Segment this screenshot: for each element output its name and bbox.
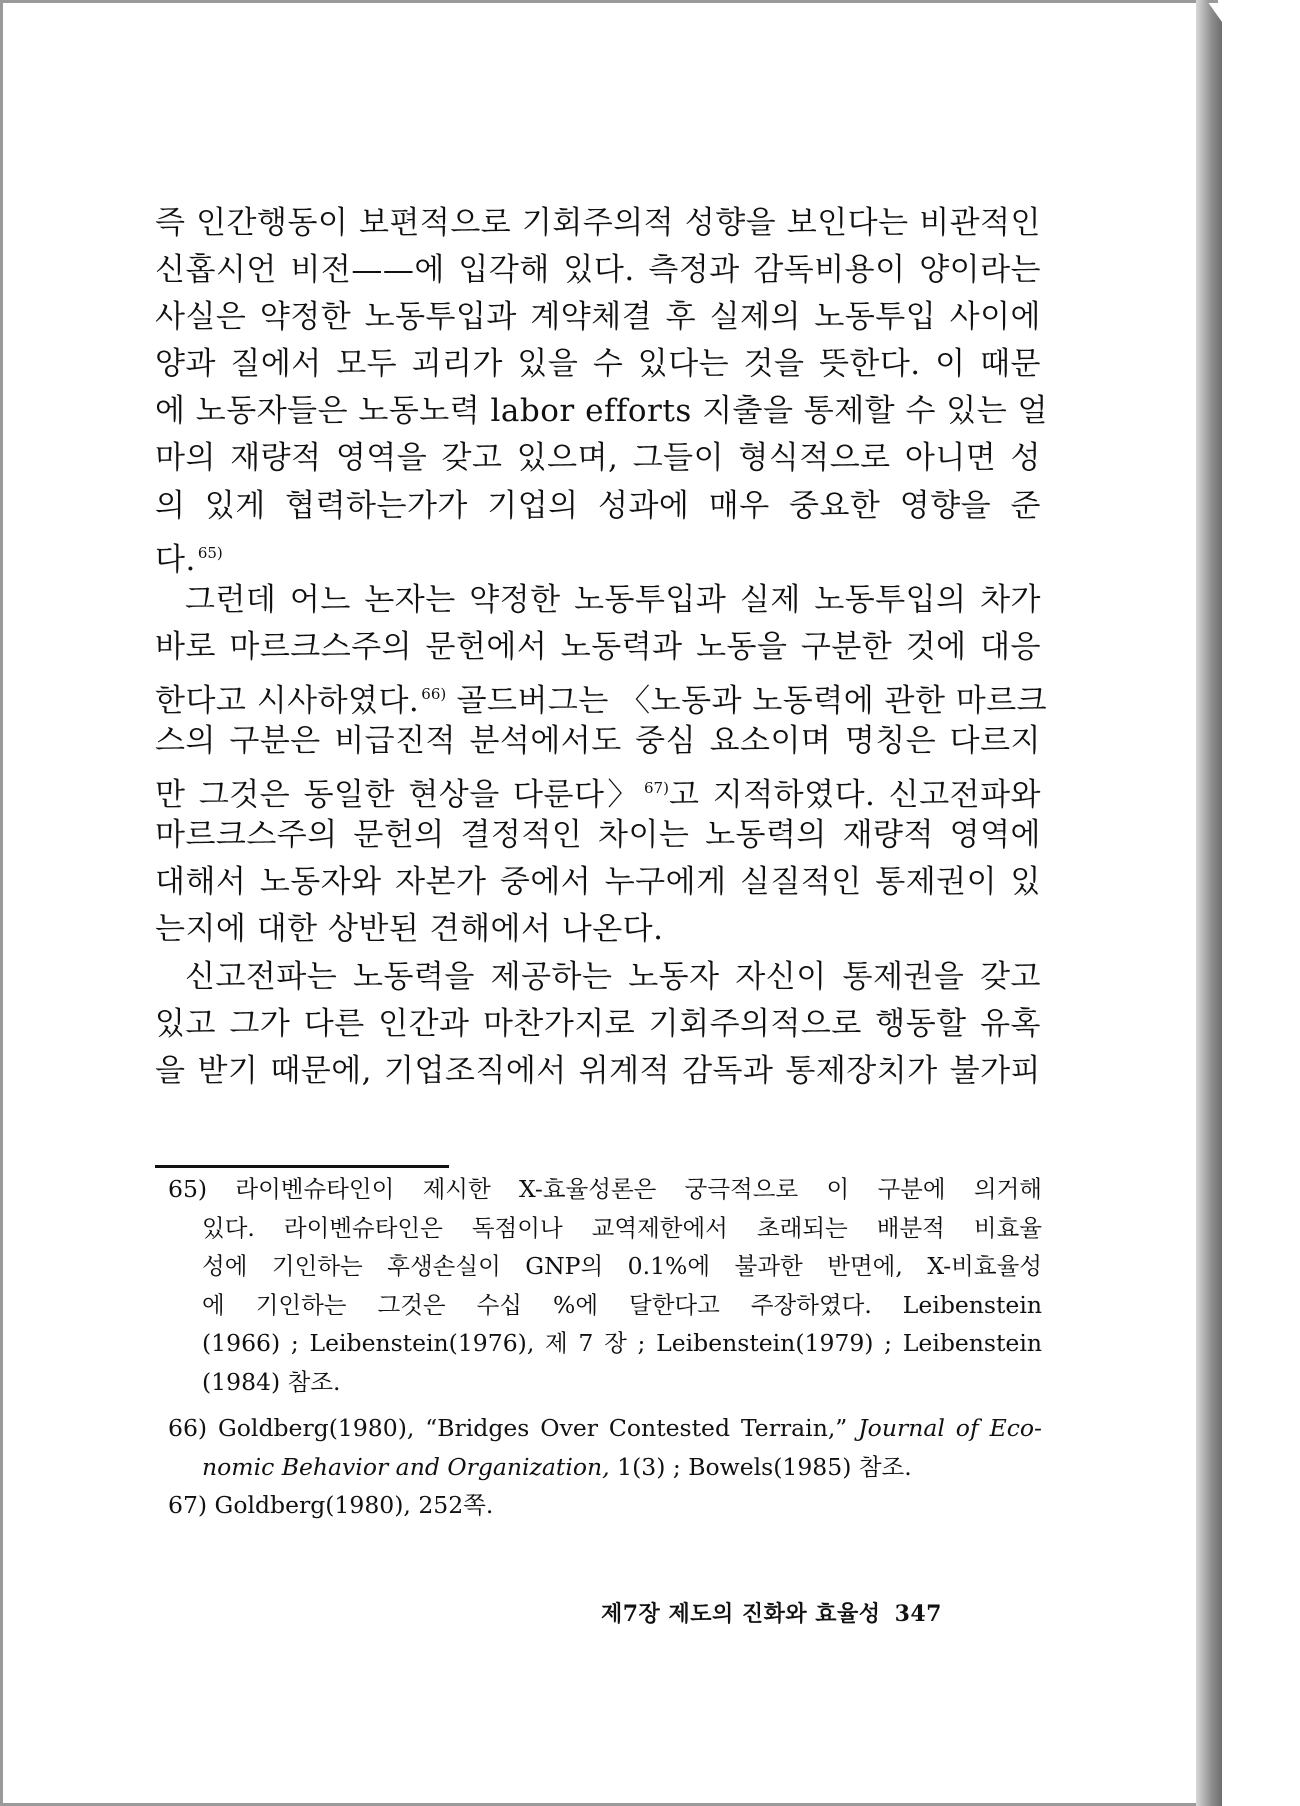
body-line — [155, 435, 1041, 482]
footnote-line — [168, 1286, 1042, 1325]
footnotes — [168, 1170, 1042, 1525]
body-line — [155, 294, 1041, 341]
body-line-text: 다. — [155, 541, 196, 578]
body-line — [155, 718, 1041, 765]
page-number: 347 — [894, 1601, 942, 1627]
body-line — [155, 812, 1041, 859]
body-line-text: 한다고 시사하였다. — [155, 682, 420, 719]
body-line — [155, 483, 1041, 530]
body-line — [155, 200, 1041, 247]
footnote-marker[interactable]: 65) — [197, 543, 223, 562]
body-line-text: 양과 질에서 모두 괴리가 있을 수 있다는 것을 뜻한다. 이 때문 — [155, 346, 1041, 383]
footnote-marker[interactable]: 66) — [421, 684, 447, 703]
body-line-text: 에 노동자들은 노동노력 labor efforts 지출을 통제할 수 있는 얼 — [155, 393, 1048, 430]
footnote-line — [168, 1363, 1042, 1402]
body-line-text: 스의 구분은 비급진적 분석에서도 중심 요소이며 명칭은 다르지 — [155, 723, 1041, 760]
footnote-text: 67) Goldberg(1980), 252쪽. — [168, 1491, 494, 1519]
footnote-line — [168, 1486, 1042, 1525]
footnote-italic-title: Journal of Eco- — [858, 1414, 1043, 1442]
body-text — [155, 200, 1048, 1095]
footnote-marker[interactable]: 67) — [643, 779, 669, 798]
footnote-rule — [155, 1165, 449, 1168]
footnote-text: 66) Goldberg(1980), “Bridges Over Contested Terrain,” — [168, 1414, 859, 1442]
footnote-line — [168, 1247, 1042, 1286]
body-line — [155, 859, 1041, 906]
body-line-text: 사실은 약정한 노동투입과 계약체결 후 실제의 노동투입 사이에 — [155, 299, 1041, 336]
footnote-line — [168, 1209, 1042, 1248]
footnote-line — [168, 1324, 1042, 1363]
body-line-text: 그런데 어느 논자는 약정한 노동투입과 실제 노동투입의 차가 — [185, 581, 1041, 618]
body-line — [155, 577, 1041, 624]
footnote-line — [168, 1170, 1042, 1209]
body-line-text: 신고전파는 노동력을 제공하는 노동자 자신이 통제권을 갖고 — [185, 958, 1041, 995]
body-line-text: 마의 재량적 영역을 갖고 있으며, 그들이 형식적으로 아니면 성 — [155, 440, 1041, 477]
body-line-text: 의 있게 협력하는가가 기업의 성과에 매우 중요한 영향을 준 — [155, 487, 1041, 524]
footnote-line — [168, 1409, 1042, 1448]
body-line-text: 마르크스주의 문헌의 결정적인 차이는 노동력의 재량적 영역에 — [155, 817, 1041, 854]
body-line — [155, 671, 1048, 719]
footnote-text-after: 1(3) ; Bowels(1985) 참조. — [609, 1452, 912, 1481]
body-line — [155, 765, 1041, 812]
body-line — [155, 1001, 1041, 1048]
body-line — [155, 530, 1041, 577]
footnote-text: 에 기인하는 그것은 수십 %에 달한다고 주장하였다. Leibenstein — [202, 1290, 1042, 1319]
body-line-text: 을 받기 때문에, 기업조직에서 위계적 감독과 통제장치가 불가피 — [155, 1052, 1041, 1089]
page-curl-edge — [1196, 0, 1222, 1806]
body-line-text-after: 고 지적하였다. 신고전파와 — [668, 777, 1041, 814]
body-line-text: 대해서 노동자와 자본가 중에서 누구에게 실질적인 통제권이 있 — [155, 864, 1041, 901]
body-line-text-after: 골드버그는 〈노동과 노동력에 관한 마르크 — [446, 682, 1048, 719]
body-line — [155, 388, 1048, 435]
body-line — [155, 247, 1041, 294]
body-line — [155, 341, 1041, 388]
body-line-text: 신홉시언 비전——에 입각해 있다. 측정과 감독비용이 양이라는 — [155, 252, 1041, 289]
footnote-text: (1966) ; Leibenstein(1976), 제 7 장 ; Leibenstein(1979) ; Leibenstein — [202, 1329, 1042, 1357]
footnote-text: 성에 기인하는 후생손실이 GNP의 0.1%에 불과한 반면에, X-비효율성 — [202, 1252, 1042, 1280]
footnote-text: (1984) 참조. — [202, 1367, 341, 1396]
body-line-text: 즉 인간행동이 보편적으로 기회주의적 성향을 보인다는 비관적인 — [155, 205, 1041, 241]
body-line — [155, 906, 1041, 953]
footnote-text: 있다. 라이벤슈타인은 독점이나 교역제한에서 초래되는 배분적 비효율 — [202, 1213, 1042, 1242]
body-line-text: 바로 마르크스주의 문헌에서 노동력과 노동을 구분한 것에 대응 — [155, 628, 1041, 665]
body-line-text: 는지에 대한 상반된 견해에서 나온다. — [155, 911, 664, 948]
body-line — [155, 1048, 1041, 1095]
footnote-text: 65) 라이벤슈타인이 제시한 X-효율성론은 궁극적으로 이 구분에 의거해 — [168, 1175, 1042, 1203]
footnote-line — [168, 1448, 1042, 1487]
body-line-text: 있고 그가 다른 인간과 마찬가지로 기회주의적으로 행동할 유혹 — [155, 1005, 1041, 1042]
body-line — [155, 954, 1041, 1001]
chapter-title: 제7장 제도의 진화와 효율성 — [601, 1601, 881, 1627]
running-footer — [601, 1597, 1021, 1628]
body-line-text: 만 그것은 동일한 현상을 다룬다〉 — [155, 777, 642, 814]
footnote-italic-title: nomic Behavior and Organization, — [202, 1452, 610, 1481]
body-line — [155, 624, 1041, 671]
